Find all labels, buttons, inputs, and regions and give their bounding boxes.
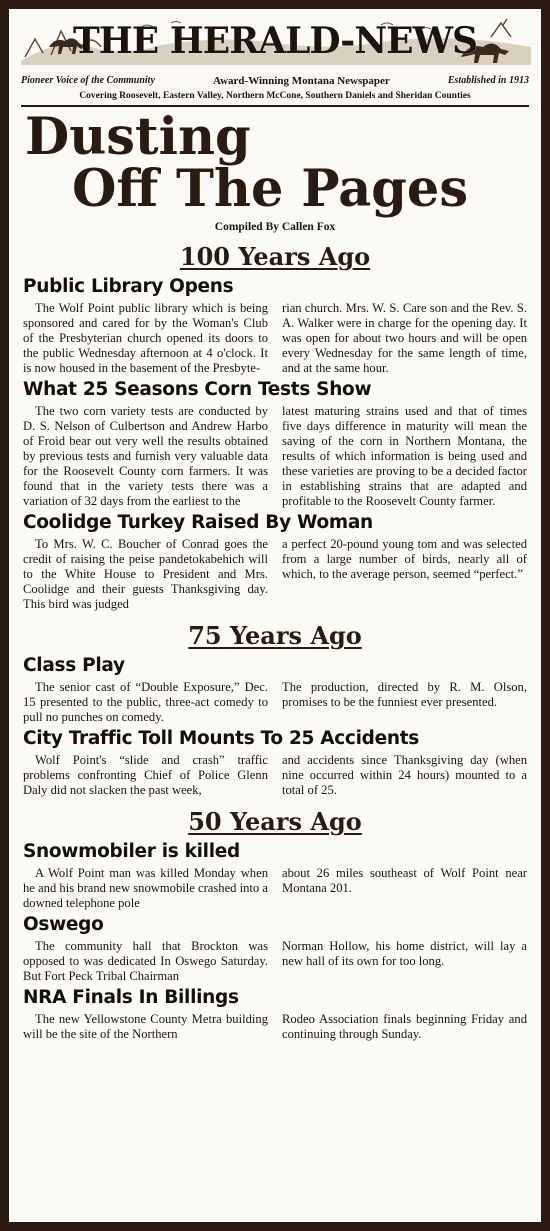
article-column-2: Norman Hollow, his home district, will lay a new hall of its own for too long. — [282, 939, 527, 968]
coverage-line: Covering Roosevelt, Eastern Valley, Northern McCone, Southern Daniels and Sheridan Counties — [79, 91, 471, 101]
article — [21, 275, 529, 376]
article-headline: What 25 Seasons Corn Tests Show — [23, 379, 372, 400]
article-column-2: and accidents since Thanksgiving day (when nine occurred within 24 hours) mounted to a total of 25. — [282, 753, 527, 797]
article — [21, 511, 529, 612]
section-heading: 50 Years Ago — [188, 807, 362, 836]
section-heading: 75 Years Ago — [188, 621, 362, 650]
article-column-1: The Wolf Point public library which is being sponsored and cared for by the Woman's Club of the Presbyterian church opened its doors to the public Wednesday afternoon at 4 o'clock. It is now housed in the basement of the Presbyte- — [23, 301, 268, 375]
article-column-2: about 26 miles southeast of Wolf Point near Montana 201. — [282, 866, 527, 895]
tagline-center: Award-Winning Montana Newspaper — [212, 75, 390, 87]
article — [21, 913, 529, 984]
article-body — [21, 680, 529, 725]
article-column-1: The senior cast of “Double Exposure,” Dec. 15 presented to the public, three-act comedy to pull no punches on comedy. — [23, 680, 268, 724]
article-column-2: latest maturing strains used and that of times five days difference in maturity will mean the saving of the corn in Northern Montana, the results of which information is being used and these varieties are proving to be a decided factor in establishing strains that are adapted and profitable to the Roosevelt County farmer. — [282, 404, 527, 508]
section-heading: 100 Years Ago — [179, 242, 371, 271]
article-body — [21, 404, 529, 509]
article-column-1: To Mrs. W. C. Boucher of Conrad goes the credit of raising the peise pandetokabehich will to the White House to President and Mrs. Coolidge and their guests Thanksgiving day. This bird was judged — [23, 537, 268, 611]
article — [21, 986, 529, 1042]
article-headline: Public Library Opens — [23, 276, 234, 297]
article-body — [21, 301, 529, 376]
article-column-1: Wolf Point's “slide and crash” traffic problems confronting Chief of Police Glenn Daly did not slacken the past week, — [23, 753, 268, 797]
article-body — [21, 753, 529, 798]
article-column-2: The production, directed by R. M. Olson, promises to be the funniest ever presented. — [282, 680, 527, 709]
byline: Compiled By Callen Fox — [214, 221, 336, 233]
column-title-line2: Off The Pages — [71, 159, 469, 219]
article-body — [21, 939, 529, 984]
article-headline: Coolidge Turkey Raised By Woman — [23, 512, 373, 533]
masthead — [21, 17, 529, 107]
article — [21, 727, 529, 798]
column-title — [25, 107, 529, 219]
article-body — [21, 866, 529, 911]
article-column-1: The community hall that Brockton was opposed to was dedicated In Oswego Saturday. But Fort Peck Tribal Chairman — [23, 939, 268, 983]
article-column-1: A Wolf Point man was killed Monday when he and his brand new snowmobile crashed into a downed telephone pole — [23, 866, 268, 910]
article-headline: Snowmobiler is killed — [23, 841, 240, 862]
article — [21, 654, 529, 725]
article-body — [21, 537, 529, 612]
article-column-2: Rodeo Association finals beginning Friday and continuing through Sunday. — [282, 1012, 527, 1041]
article-body — [21, 1012, 529, 1042]
column-title-line1: Dusting — [25, 107, 251, 167]
article — [21, 840, 529, 911]
article-column-2: rian church. Mrs. W. S. Care son and the Rev. S. A. Walker were in charge for the opening day. It was open for about two hours and will be open every Wednesday for the same length of time, and at the same hour. — [282, 301, 527, 375]
masthead-taglines — [21, 75, 529, 87]
article-headline: Class Play — [23, 655, 125, 676]
article-headline: City Traffic Toll Mounts To 25 Accidents — [23, 728, 419, 749]
article-headline: NRA Finals In Billings — [23, 987, 239, 1008]
article-column-1: The two corn variety tests are conducted by D. S. Nelson of Culbertson and Andrew Harbo of Froid bear out very well the results obtained by previous tests and furnish very valuable data for the Roosevelt County corn farmers. It was found that in the variety tests there was a variation of 32 days from the earliest to the — [23, 404, 268, 508]
article-column-2: a perfect 20-pound young tom and was selected from a large number of birds, nearly all of which, to the average person, seemed “perfect.” — [282, 537, 527, 581]
article — [21, 378, 529, 509]
tagline-right: Established in 1913 — [447, 75, 529, 86]
article-headline: Oswego — [23, 914, 104, 935]
article-column-1: The new Yellowstone County Metra building will be the site of the Northern — [23, 1012, 268, 1041]
newspaper-name: THE HERALD-NEWS — [73, 20, 477, 62]
tagline-left: Pioneer Voice of the Community — [21, 75, 155, 86]
